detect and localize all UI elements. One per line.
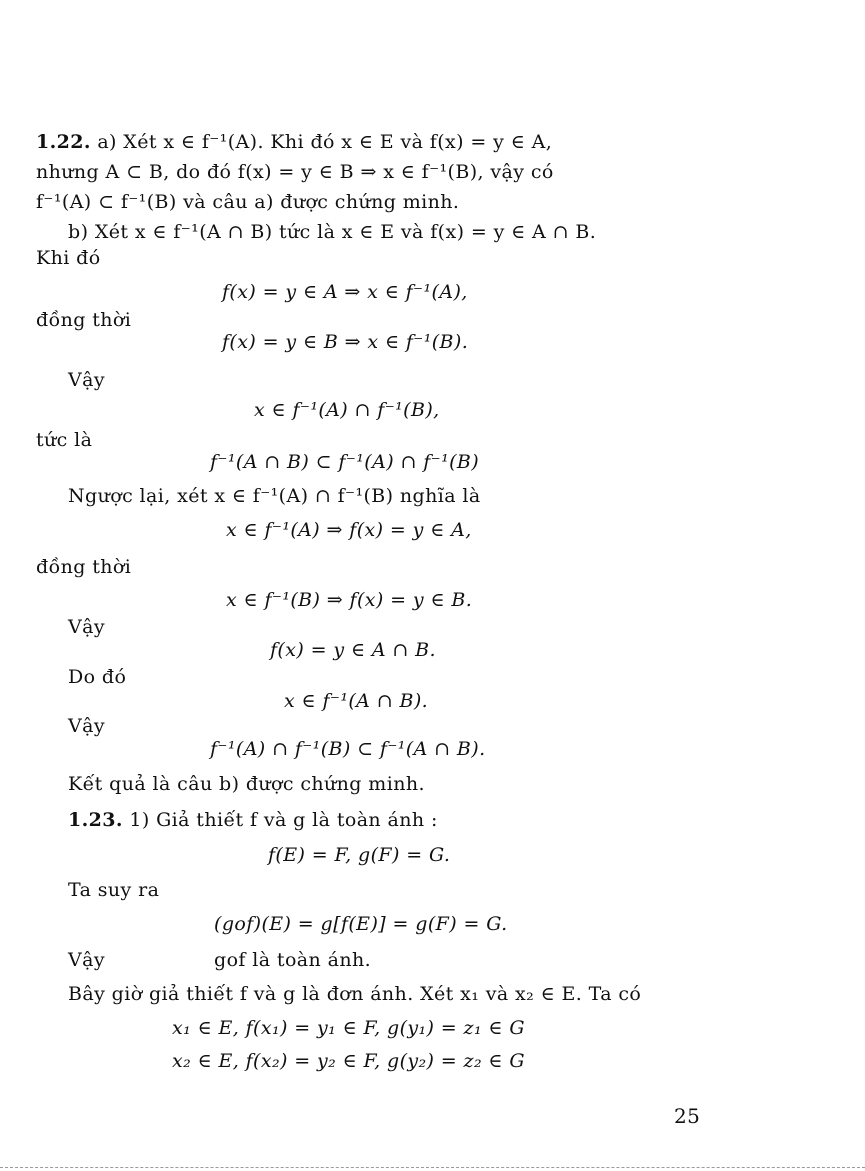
- text-line: đồng thời: [36, 556, 132, 578]
- text-line: Do đó: [68, 666, 127, 688]
- text-line: Vậy: [68, 616, 105, 638]
- formula-line: f⁻¹(A ∩ B) ⊂ f⁻¹(A) ∩ f⁻¹(B): [210, 451, 480, 473]
- formula-line: f(x) = y ∈ A ⇒ x ∈ f⁻¹(A),: [222, 281, 468, 303]
- text-line: Vậy: [68, 949, 105, 971]
- formula-line: f⁻¹(A) ∩ f⁻¹(B) ⊂ f⁻¹(A ∩ B).: [210, 738, 486, 760]
- text-line: nhưng A ⊂ B, do đó f(x) = y ∈ B ⇒ x ∈ f⁻¹(B), vậy có: [36, 161, 554, 183]
- text-line-exercise-1-22: 1.22. a) Xét x ∈ f⁻¹(A). Khi đó x ∈ E và f(x) = y ∈ A,: [36, 131, 553, 153]
- text-line: tức là: [36, 429, 93, 451]
- formula-line: f(x) = y ∈ A ∩ B.: [270, 639, 436, 661]
- text-line: Ngược lại, xét x ∈ f⁻¹(A) ∩ f⁻¹(B) nghĩa là: [68, 485, 481, 507]
- text-line: f⁻¹(A) ⊂ f⁻¹(B) và câu a) được chứng minh.: [36, 191, 460, 213]
- formula-line: x ∈ f⁻¹(A) ⇒ f(x) = y ∈ A,: [226, 519, 472, 541]
- formula-line: x₂ ∈ E, f(x₂) = y₂ ∈ F, g(y₂) = z₂ ∈ G: [172, 1050, 525, 1072]
- text-line: Ta suy ra: [68, 879, 160, 901]
- formula-line: f(x) = y ∈ B ⇒ x ∈ f⁻¹(B).: [222, 331, 469, 353]
- page-number: 25: [674, 1104, 701, 1128]
- bottom-edge-rule: [0, 1167, 865, 1168]
- text-line: Vậy: [68, 715, 105, 737]
- text-line-exercise-1-23: 1.23. 1) Giả thiết f và g là toàn ánh :: [68, 809, 438, 831]
- text-line: Khi đó: [36, 247, 101, 269]
- text-line: Kết quả là câu b) được chứng minh.: [68, 773, 425, 795]
- text-line: gof là toàn ánh.: [214, 949, 372, 971]
- text-line: Bây giờ giả thiết f và g là đơn ánh. Xét x₁ và x₂ ∈ E. Ta có: [68, 983, 642, 1005]
- text-line-part-b: b) Xét x ∈ f⁻¹(A ∩ B) tức là x ∈ E và f(x) = y ∈ A ∩ B.: [68, 221, 597, 243]
- formula-line: (gof)(E) = g[f(E)] = g(F) = G.: [214, 913, 508, 935]
- formula-line: f(E) = F, g(F) = G.: [268, 844, 451, 866]
- formula-line: x ∈ f⁻¹(B) ⇒ f(x) = y ∈ B.: [226, 589, 473, 611]
- formula-line: x ∈ f⁻¹(A ∩ B).: [284, 690, 429, 712]
- text-line: đồng thời: [36, 309, 132, 331]
- text-line: Vậy: [68, 369, 105, 391]
- formula-line: x ∈ f⁻¹(A) ∩ f⁻¹(B),: [254, 399, 440, 421]
- formula-line: x₁ ∈ E, f(x₁) = y₁ ∈ F, g(y₁) = z₁ ∈ G: [172, 1017, 525, 1039]
